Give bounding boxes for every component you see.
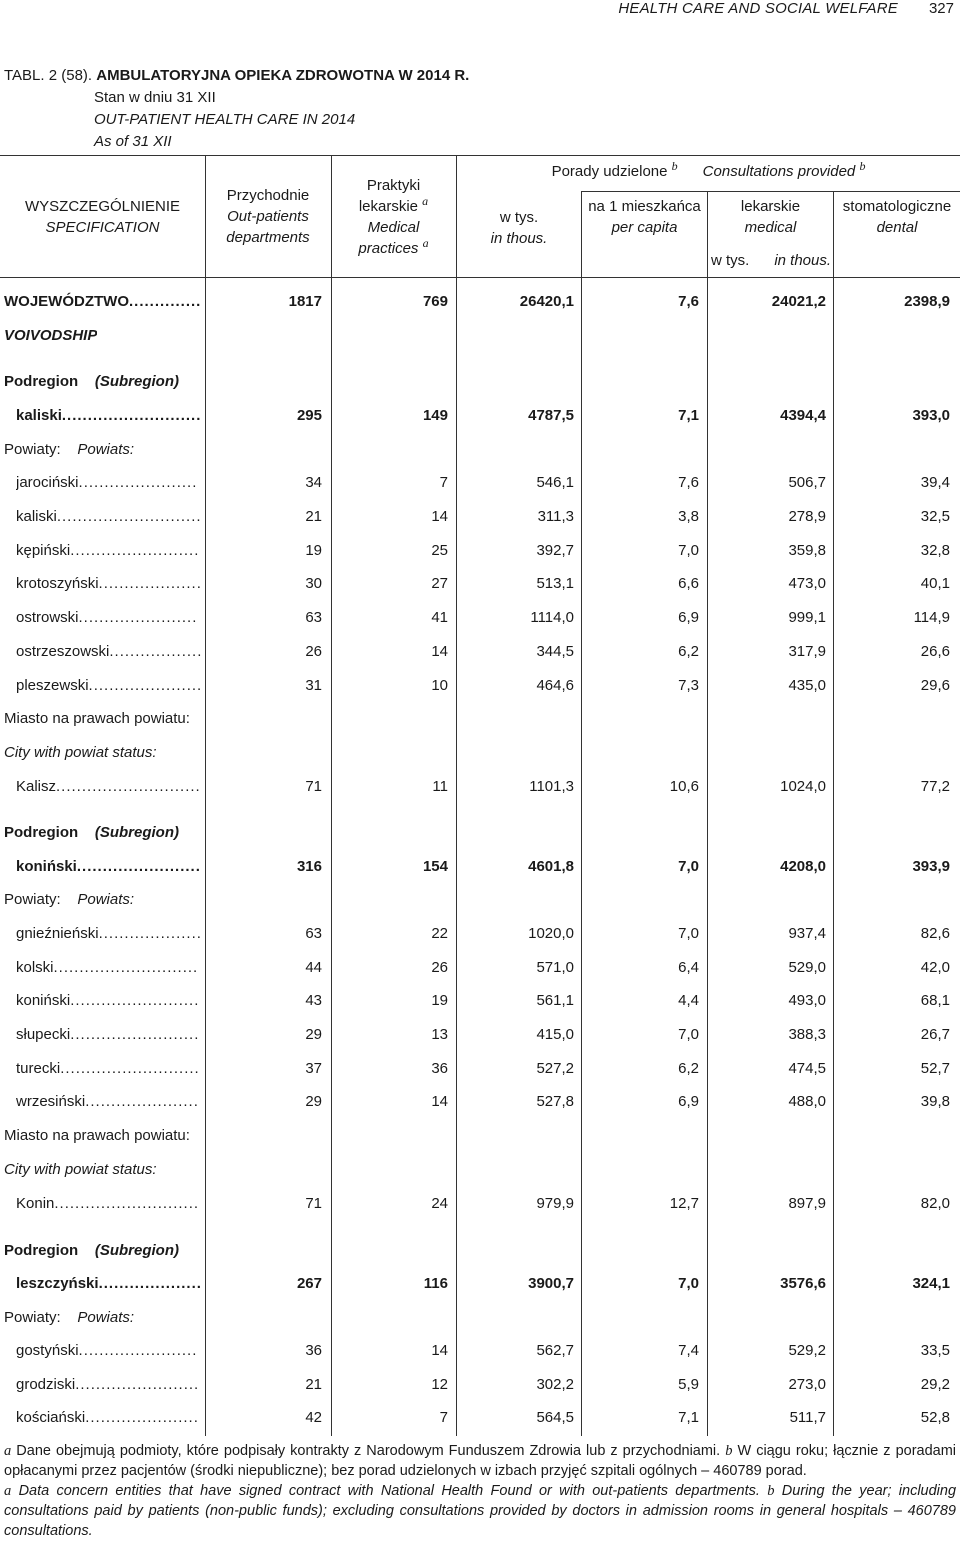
row-label-text: gnieźnieński [16,925,99,942]
cell-value: 561,1 [536,992,574,1009]
cell-value: 493,0 [788,992,826,1009]
cell-value: 14 [431,508,448,525]
row-label-en: Powiats: [77,441,135,458]
cell-value: 7,0 [678,1026,699,1043]
cell-value: 267 [296,1275,322,1292]
cell-value: 36 [431,1060,448,1077]
cell-value: 7 [439,1409,448,1426]
cell-value: 27 [431,575,448,592]
cell-value: 42 [305,1409,322,1426]
cell-value: 295 [296,407,322,424]
table-row [0,471,960,495]
table-row [0,1339,960,1363]
row-label [4,1158,157,1182]
row-label-text: pleszewski [16,677,89,694]
cell-value: 34 [305,474,322,491]
cell-value: 154 [422,858,448,875]
cell-value: 26 [305,643,322,660]
row-label-text: Kalisz [16,778,57,795]
row-label [16,989,202,1013]
cell-value: 12,7 [669,1195,699,1212]
cell-value: 43 [305,992,322,1009]
cell-value: 4394,4 [780,407,826,424]
row-label [16,640,202,664]
col-percapita-header: na 1 mieszkańca per capita [588,198,701,236]
table-row [0,438,960,462]
cell-value: 11 [432,778,448,795]
leader-dots: ......................... [70,992,200,1009]
table-row [0,775,960,799]
row-label [4,438,134,462]
row-label [16,505,202,529]
table-row [0,989,960,1013]
table-row [0,324,960,348]
cell-value: 302,2 [536,1376,574,1393]
cell-value: 979,9 [536,1195,574,1212]
cell-value: 6,4 [678,959,699,976]
table-header [0,155,960,278]
row-label-text: City with powiat status: [4,1161,157,1178]
page-number: 327 [928,0,954,17]
table-row [0,539,960,563]
cell-value: 4601,8 [528,858,574,875]
row-label-text: Powiaty: [4,441,61,458]
row-label-text: jarociński [16,474,79,491]
cell-value: 562,7 [536,1342,574,1359]
cell-value: 36 [305,1342,322,1359]
row-label [4,707,190,731]
cell-value: 71 [305,1195,322,1212]
cell-value: 273,0 [788,1376,826,1393]
cell-value: 29,6 [920,677,950,694]
row-label-text: Podregion [4,373,79,390]
cell-value: 7,6 [678,474,699,491]
cell-value: 529,0 [788,959,826,976]
cell-value: 7,0 [678,1275,699,1292]
row-label-text: krotoszyński [16,575,99,592]
table-row [0,1158,960,1182]
table-row [0,741,960,765]
cell-value: 63 [305,609,322,626]
row-label [16,1192,202,1216]
cell-value: 29 [305,1026,322,1043]
cell-value: 77,2 [920,778,950,795]
table-row [0,370,960,394]
cell-value: 415,0 [536,1026,574,1043]
row-label-text: ostrzeszowski [16,643,110,660]
row-label [16,1023,202,1047]
row-label-text: Podregion [4,1242,79,1259]
cell-value: 6,9 [678,609,699,626]
table-row [0,674,960,698]
cell-value: 4208,0 [780,858,826,875]
cell-value: 324,1 [912,1275,950,1292]
cell-value: 21 [305,508,322,525]
cell-value: 316 [296,858,322,875]
leader-dots: .................. [109,643,202,660]
cell-value: 529,2 [788,1342,826,1359]
cell-value: 21 [305,1376,322,1393]
cell-value: 513,1 [536,575,574,592]
row-label-text: WOJEWÓDZTWO [4,293,129,310]
col-dental-header: stomatologiczne dental [842,198,952,236]
cell-value: 22 [431,925,448,942]
cell-value: 393,9 [912,858,950,875]
table-row [0,572,960,596]
table-title-en: OUT-PATIENT HEALTH CARE IN 2014 [94,111,356,128]
row-label-text: koniński [16,992,71,1009]
cell-value: 30 [305,575,322,592]
table-row [0,606,960,630]
row-label [16,956,202,980]
leader-dots: ............................ [54,1195,200,1212]
row-label [4,1124,190,1148]
cell-value: 39,8 [920,1093,950,1110]
leader-dots: ....................... [78,1342,198,1359]
row-label [16,775,202,799]
row-label [4,821,179,845]
row-label-en: (Subregion) [94,824,179,841]
table-body [0,278,960,1436]
table-row [0,1272,960,1296]
title-date-en: As of 31 XII [94,133,172,150]
table-row [0,290,960,314]
cell-value: 7,6 [678,293,699,310]
row-label [16,855,202,879]
table-row [0,956,960,980]
row-label-text: Konin [16,1195,55,1212]
row-label-text: słupecki [16,1026,71,1043]
cell-value: 33,5 [920,1342,950,1359]
cell-value: 1024,0 [780,778,826,795]
leader-dots: .............. [128,293,202,310]
cell-value: 68,1 [920,992,950,1009]
table-row [0,1023,960,1047]
row-label-text: leszczyński [16,1275,99,1292]
table-row [0,1239,960,1263]
cell-value: 392,7 [536,542,574,559]
cell-value: 564,5 [536,1409,574,1426]
cell-value: 6,2 [678,643,699,660]
table-row [0,1373,960,1397]
row-label-text: kępiński [16,542,71,559]
row-label [16,1339,202,1363]
table-row [0,1192,960,1216]
cell-value: 40,1 [920,575,950,592]
cell-value: 82,0 [920,1195,950,1212]
leader-dots: ...................... [85,1093,199,1110]
cell-value: 26,7 [920,1026,950,1043]
cell-value: 41 [431,609,448,626]
leader-dots: ...................... [88,677,202,694]
cell-value: 1020,0 [528,925,574,942]
cell-value: 1114,0 [530,609,574,626]
row-label [4,741,157,765]
leader-dots: ......................... [70,542,200,559]
row-label-text: kaliski [16,407,62,424]
cell-value: 769 [422,293,448,310]
cell-value: 511,7 [789,1409,826,1426]
row-label-en: (Subregion) [94,373,179,390]
cell-value: 149 [422,407,448,424]
col-thous-header: w tys. in thous. [490,209,548,247]
running-header [0,0,960,18]
leader-dots: .................... [98,1275,202,1292]
cell-value: 14 [431,643,448,660]
cell-value: 6,9 [678,1093,699,1110]
cell-value: 278,9 [788,508,826,525]
cell-value: 31 [305,677,322,694]
row-label-text: City with powiat status: [4,744,157,761]
table-row [0,707,960,731]
row-label-en: (Subregion) [94,1242,179,1259]
cell-value: 897,9 [788,1195,826,1212]
leader-dots: ......................... [70,1026,200,1043]
row-label [16,471,202,495]
cell-value: 39,4 [920,474,950,491]
cell-value: 19 [305,542,322,559]
cell-value: 12 [431,1376,448,1393]
cell-value: 1101,3 [529,778,574,795]
cell-value: 317,9 [788,643,826,660]
cell-value: 388,3 [788,1026,826,1043]
row-label [16,1373,202,1397]
row-label-text: kaliski [16,508,57,525]
cell-value: 52,8 [920,1409,950,1426]
cell-value: 3,8 [678,508,699,525]
table-row [0,888,960,912]
cell-value: 26420,1 [519,293,574,310]
title-line-1 [4,65,469,87]
row-label-text: Miasto na prawach powiatu: [4,1127,190,1144]
row-label-text: kolski [16,959,54,976]
cell-value: 2398,9 [904,293,950,310]
leader-dots: .................... [98,925,202,942]
cell-value: 1817 [288,293,322,310]
row-label-text: Powiaty: [4,891,61,908]
cell-value: 3576,6 [780,1275,826,1292]
cell-value: 527,8 [536,1093,574,1110]
row-label-text: Miasto na prawach powiatu: [4,710,190,727]
cell-value: 488,0 [788,1093,826,1110]
cell-value: 116 [423,1275,448,1292]
row-label [16,539,202,563]
cell-value: 19 [431,992,448,1009]
cell-value: 999,1 [788,609,826,626]
row-label [4,370,179,394]
cell-value: 114,9 [913,609,950,626]
leader-dots: .................... [98,575,202,592]
cell-value: 14 [431,1342,448,1359]
leader-dots: ............................ [53,959,199,976]
table-row [0,505,960,529]
table-row [0,404,960,428]
row-label-en: Powiats: [77,1309,135,1326]
cell-value: 4,4 [678,992,699,1009]
cell-value: 435,0 [788,677,826,694]
cell-value: 29 [305,1093,322,1110]
row-label [16,922,202,946]
table-row [0,855,960,879]
cell-value: 44 [305,959,322,976]
leader-dots: ........................ [76,858,201,875]
cell-value: 63 [305,925,322,942]
cell-value: 359,8 [788,542,826,559]
row-label-text: turecki [16,1060,61,1077]
row-label-en: Powiats: [77,891,135,908]
cell-value: 7,0 [678,858,699,875]
cell-value: 29,2 [920,1376,950,1393]
leader-dots: ....................... [78,474,198,491]
row-label-text: grodziski [16,1376,76,1393]
cell-value: 506,7 [788,474,826,491]
table-number: TABL. 2 (58). [4,67,93,84]
cell-value: 32,8 [920,542,950,559]
row-label [16,1090,202,1114]
cell-value: 571,0 [536,959,574,976]
table-row [0,1306,960,1330]
leader-dots: ...................... [85,1409,199,1426]
cell-value: 10 [431,677,448,694]
cell-value: 24 [431,1195,448,1212]
table-title-pl: AMBULATORYJNA OPIEKA ZDROWOTNA W 2014 R. [96,67,470,84]
cell-value: 4787,5 [528,407,574,424]
cell-value: 7,1 [678,1409,699,1426]
row-label-text: wrzesiński [16,1093,86,1110]
row-label [16,1406,202,1430]
cell-value: 10,6 [669,778,699,795]
row-label [16,1057,202,1081]
cell-value: 7,4 [678,1342,699,1359]
leader-dots: ............................ [56,508,202,525]
row-label [4,290,202,314]
row-label [4,888,134,912]
col-practices-header: Praktyki lekarskie $^a$ Medical practices $^a$ [358,177,429,257]
row-label [4,1239,179,1263]
cell-value: 24021,2 [771,293,826,310]
cell-value: 6,2 [678,1060,699,1077]
leader-dots: ........................... [60,1060,200,1077]
cell-value: 32,5 [920,508,950,525]
row-label-text: gostyński [16,1342,79,1359]
cell-value: 474,5 [788,1060,826,1077]
cell-value: 7,3 [678,677,699,694]
cell-value: 3900,7 [528,1275,574,1292]
cell-value: 7,1 [678,407,699,424]
cell-value: 25 [431,542,448,559]
table-row [0,1124,960,1148]
cell-value: 937,4 [788,925,826,942]
col-medical-header: lekarskie medical [740,198,801,236]
leader-dots: ............................ [56,778,201,795]
cell-value: 464,6 [536,677,574,694]
cell-value: 14 [431,1093,448,1110]
table-row [0,821,960,845]
table-row [0,640,960,664]
running-title: HEALTH CARE AND SOCIAL WELFARE [618,0,898,17]
cell-value: 52,7 [920,1060,950,1077]
cell-value: 42,0 [920,959,950,976]
col-clinics-header: Przychodnie Out-patients departments [226,187,310,246]
row-label-text: Podregion [4,824,79,841]
cell-value: 473,0 [788,575,826,592]
col-thous2-header: w tys. in thous. [710,252,832,269]
footnotes [4,1441,956,1541]
row-label-text: koniński [16,858,77,875]
col-consultations-header: Porady udzielone $^b$ Consultations provided $^b$ [551,159,866,180]
row-label [16,404,202,428]
row-label [4,1306,134,1330]
table-title [4,65,469,153]
title-date-pl: Stan w dniu 31 XII [94,89,216,106]
cell-value: 6,6 [678,575,699,592]
cell-value: 344,5 [536,643,574,660]
col-spec-header: WYSZCZEGÓLNIENIE SPECIFICATION [24,198,181,236]
table-row [0,1090,960,1114]
leader-dots: ....................... [78,609,198,626]
cell-value: 37 [305,1060,322,1077]
row-label [4,324,97,348]
cell-value: 7,0 [678,542,699,559]
cell-value: 26 [431,959,448,976]
cell-value: 26,6 [920,643,950,660]
cell-value: 82,6 [920,925,950,942]
cell-value: 311,3 [537,508,574,525]
cell-value: 13 [431,1026,448,1043]
row-label [16,606,202,630]
leader-dots: ........................ [75,1376,200,1393]
table-row [0,922,960,946]
footnote-pl: a Dane obejmują podmioty, które podpisały kontrakty z Narodowym Funduszem Zdrowia lub z przychodniami. b W ciągu roku; łącznie z poradami opłacanymi przez pacjentów (środki niepubliczne); bez porad udzielonych w izbach przyjęć szpitali ogólnych – 460789 porad. [4,1443,957,1479]
cell-value: 7,0 [678,925,699,942]
cell-value: 393,0 [912,407,950,424]
row-label-text: VOIVODSHIP [4,327,98,344]
row-label-text: kościański [16,1409,86,1426]
leader-dots: ........................... [61,407,202,424]
table-row [0,1406,960,1430]
row-label-text: ostrowski [16,609,79,626]
cell-value: 71 [305,778,322,795]
cell-value: 546,1 [536,474,574,491]
row-label-text: Powiaty: [4,1309,61,1326]
row-label [16,1272,202,1296]
cell-value: 7 [439,474,448,491]
row-label [16,572,202,596]
row-label [16,674,202,698]
cell-value: 527,2 [536,1060,574,1077]
cell-value: 5,9 [678,1376,699,1393]
footnote-en: a Data concern entities that have signed contract with National Health Found or with out-patients departments. b During the year; including consultations paid by patients (non-public funds); excluding consultations provided by doctors in admission rooms in general hospitals – 460789 consultations. [4,1483,957,1539]
table-row [0,1057,960,1081]
